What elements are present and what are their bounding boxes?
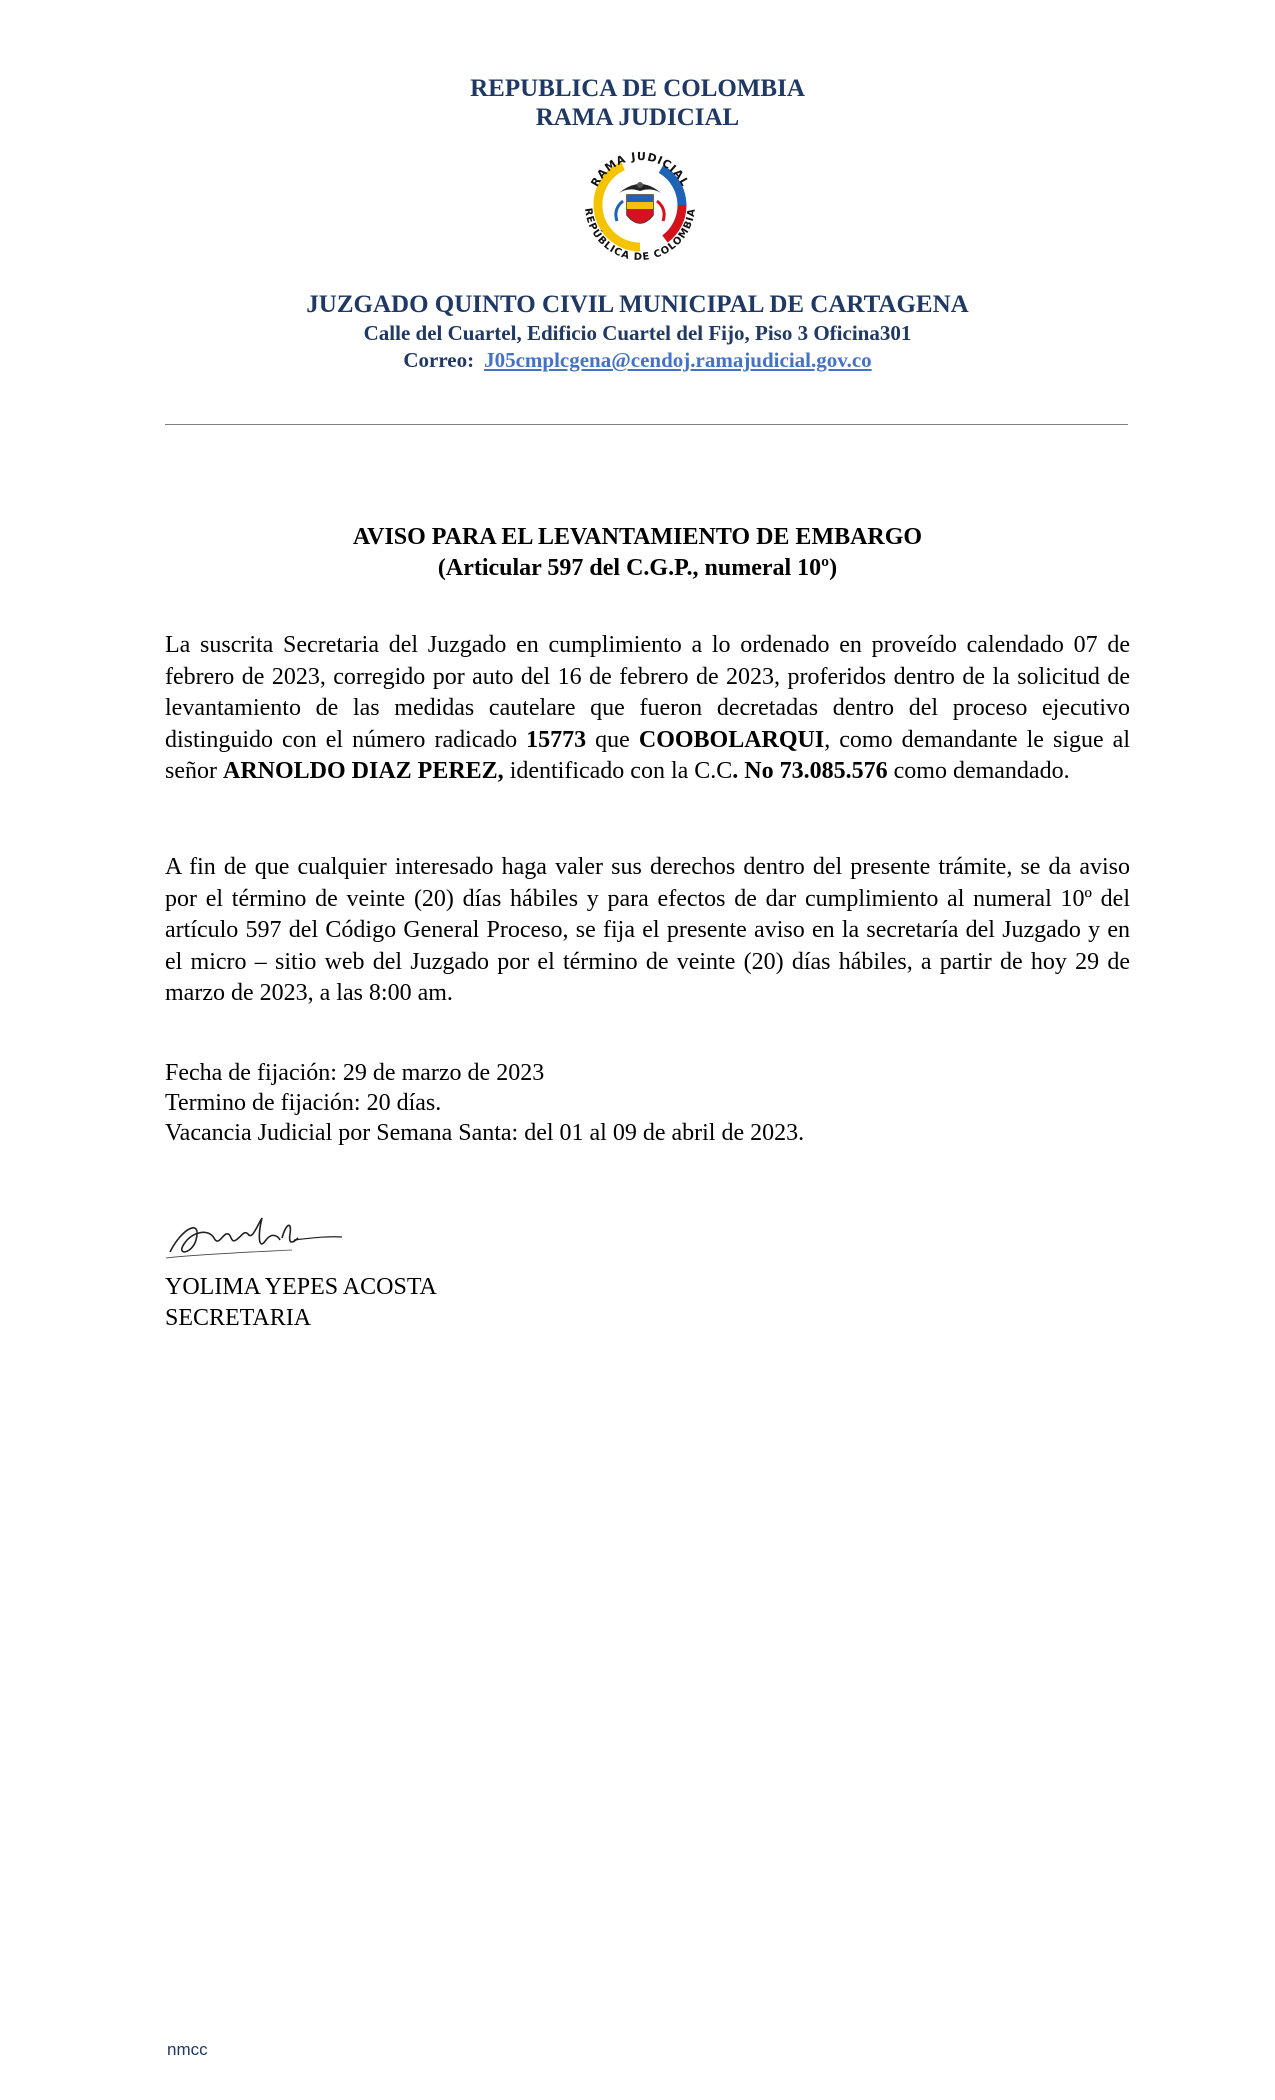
p1-text-e: como demandado.: [887, 758, 1070, 784]
rama-judicial-seal-icon: [565, 135, 715, 270]
fecha-fijacion: Fecha de fijación: 29 de marzo de 2023: [165, 1060, 545, 1086]
demandante-name: COOBOLARQUI: [638, 726, 825, 753]
svg-text:RAMA JUDICIAL: RAMA JUDICIAL: [588, 149, 692, 189]
signer-name: YOLIMA YEPES ACOSTA: [165, 1274, 437, 1300]
paragraph-1: [165, 630, 1130, 788]
svg-text:REPÚBLICA DE COLOMBIA: REPÚBLICA DE COLOMBIA: [581, 207, 699, 264]
radicado-number: 15773: [526, 726, 587, 753]
p1-text-b: que: [586, 726, 639, 753]
branch-heading: RAMA JUDICIAL: [535, 104, 740, 131]
cc-number: . No 73.085.576: [732, 758, 888, 784]
header-divider: [165, 424, 1128, 425]
vacancia-judicial: Vacancia Judicial por Semana Santa: del 01 al 09 de abril de 2023.: [165, 1120, 805, 1146]
document-title-block: [0, 522, 1275, 584]
document-title: AVISO PARA EL LEVANTAMIENTO DE EMBARGO: [352, 524, 923, 550]
court-address: Calle del Cuartel, Edificio Cuartel del Fijo, Piso 3 Oficina301: [363, 321, 912, 345]
fixation-details: [165, 1058, 1130, 1148]
court-name: JUZGADO QUINTO CIVIL MUNICIPAL DE CARTAGENA: [306, 291, 969, 318]
court-email-line: [0, 347, 1275, 374]
signer-role: SECRETARIA: [165, 1305, 312, 1331]
email-label: Correo:: [403, 348, 475, 372]
demandado-name: ARNOLDO DIAZ PEREZ,: [222, 758, 504, 784]
paragraph-2: A fin de que cualquier interesado haga valer sus derechos dentro del presente trámite, se da aviso por el término de veinte (20) días hábiles y para efectos de dar cumplimiento al numeral 10º del artículo 597 del Código General Proceso, se fija el presente aviso en la secretaría del Juzgado y en el micro – sitio web del Juzgado por el término de veinte (20) días hábiles, a partir de hoy 29 de marzo de 2023, a las 8:00 am.: [165, 854, 1130, 1006]
p1-text-a: La suscrita Secretaria del Juzgado en cumplimiento a lo ordenado en proveído calendado 07 de febrero de 2023, corregido por auto del 16 de febrero de 2023, proferidos dentro de la solicitud de levantamiento de las medidas cautelare que fueron decretadas dentro del proceso ejecutivo distinguido con el número radicado: [165, 632, 1130, 753]
signer-block: [165, 1272, 437, 1334]
termino-fijacion: Termino de fijación: 20 días.: [165, 1090, 442, 1116]
footer-initials: nmcc: [167, 2040, 208, 2059]
handwritten-signature-icon: [162, 1210, 347, 1270]
court-email-link[interactable]: J05cmplcgena@cendoj.ramajudicial.gov.co: [484, 348, 872, 372]
p1-text-d: identificado con la C.C: [503, 758, 733, 784]
country-heading: REPUBLICA DE COLOMBIA: [470, 75, 805, 102]
p1-text-c: , como demandante le sigue al señor: [165, 726, 1130, 784]
document-subtitle: (Articular 597 del C.G.P., numeral 10º): [437, 555, 838, 581]
